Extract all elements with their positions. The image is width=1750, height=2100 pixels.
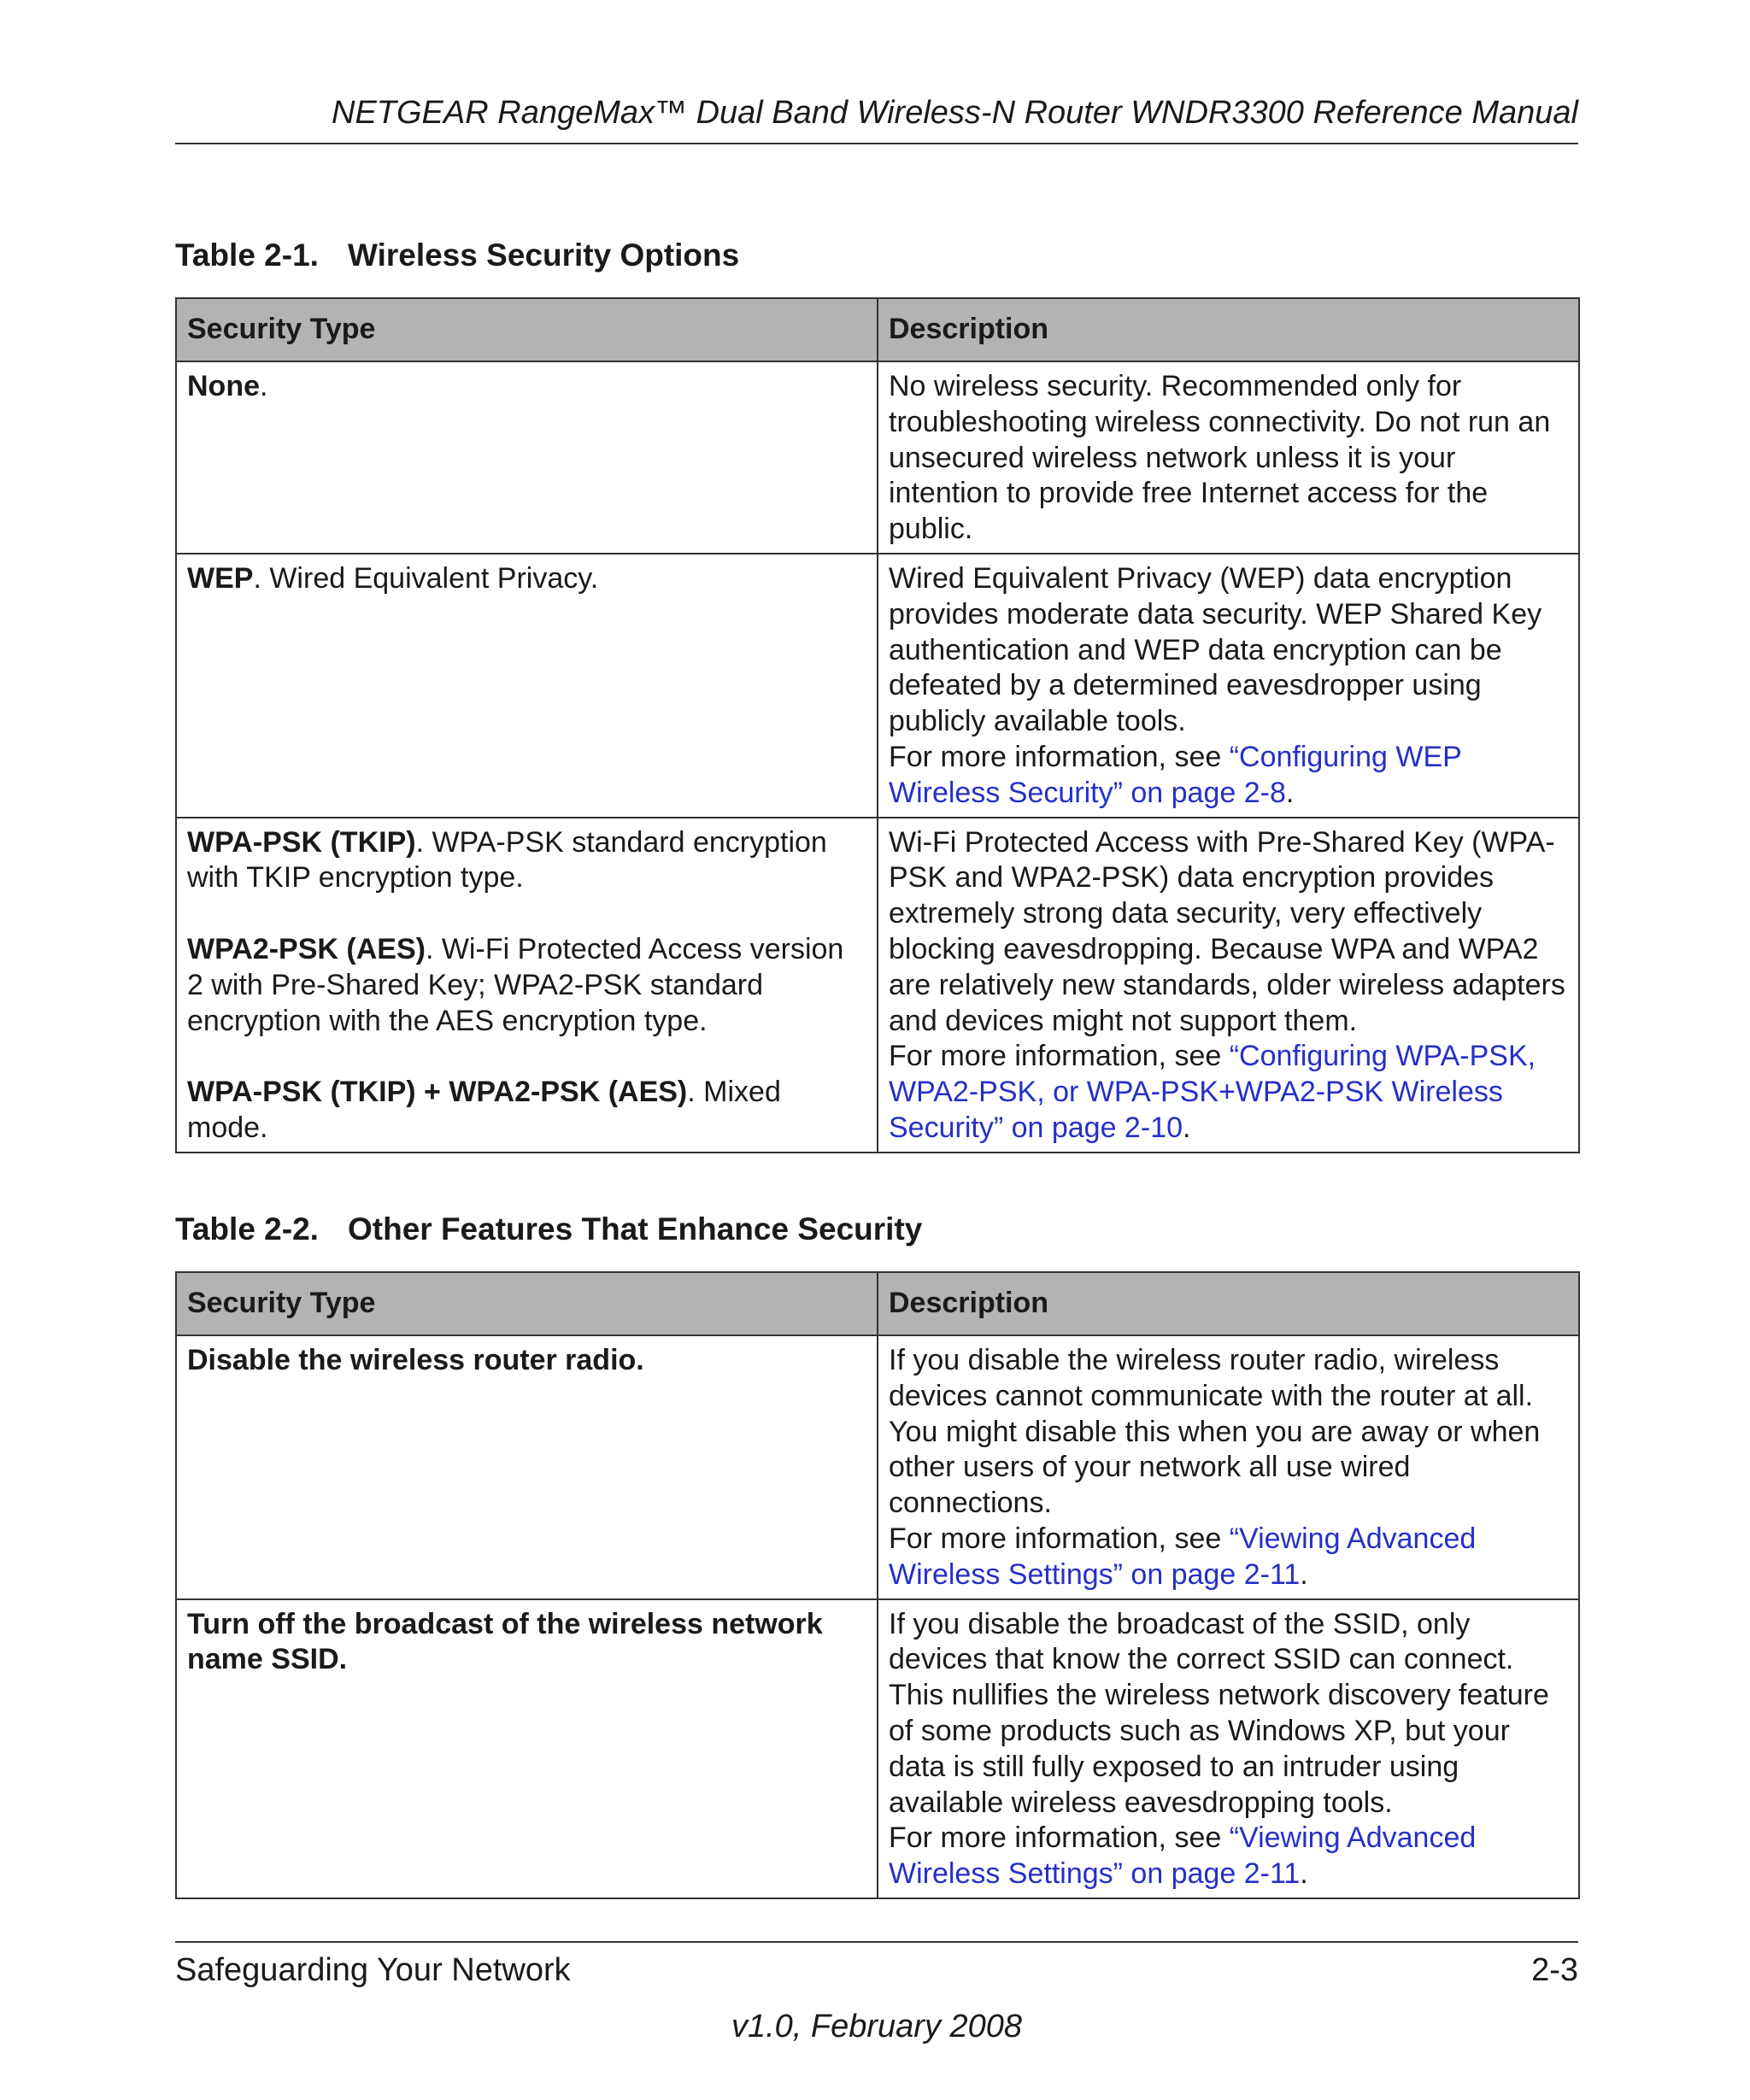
table-caption	[175, 1211, 922, 1248]
header-divider	[175, 143, 1578, 144]
security-type-cell	[176, 1599, 878, 1898]
more-info-suffix: .	[1300, 1557, 1308, 1591]
security-type-cell	[176, 554, 878, 818]
more-info-suffix: .	[1285, 776, 1295, 809]
table-number: Table 2-1.	[175, 238, 319, 273]
footer-divider	[175, 1941, 1578, 1943]
table-number: Table 2-2.	[175, 1211, 319, 1247]
more-info	[889, 1039, 1568, 1146]
description-text: Wired Equivalent Privacy (WEP) data encryption provides moderate data security. WEP Shared Key authentication and WEP data encryption can be defeated by a determined eavesdropper using publicly available tools.	[889, 561, 1542, 738]
security-type-cell	[176, 1335, 878, 1599]
security-type-name: WPA2-PSK (AES)	[187, 932, 426, 965]
table-row	[176, 1335, 1579, 1599]
security-type-name: WPA-PSK (TKIP)	[187, 825, 416, 859]
table-title: Other Features That Enhance Security	[348, 1211, 923, 1247]
table-row	[176, 361, 1579, 554]
more-info	[889, 1522, 1568, 1593]
cross-reference-link[interactable]: “Viewing Advanced Wireless Settings” on page 2-11	[889, 1522, 1477, 1591]
security-type-cell	[176, 361, 878, 554]
more-info-suffix: .	[1300, 1857, 1308, 1891]
security-type-note: . WPA-PSK standard encryption with TKIP encryption type.	[187, 825, 827, 895]
table-header-row	[176, 1272, 1579, 1335]
more-info-suffix: .	[1182, 1111, 1191, 1144]
security-type-name: None	[187, 370, 260, 402]
security-type-note: .	[260, 370, 268, 402]
security-type-name: Disable the wireless router radio.	[187, 1344, 644, 1376]
security-type-cell	[176, 818, 878, 1153]
spacer	[187, 1039, 866, 1075]
security-type-item	[187, 932, 866, 1039]
security-type-name: Turn off the broadcast of the wireless network name SSID.	[187, 1607, 823, 1676]
security-type-note: . Mixed mode.	[187, 1076, 781, 1144]
description-cell	[878, 1599, 1579, 1898]
spacer	[187, 896, 866, 932]
more-info-prefix: For more information, see	[889, 1821, 1230, 1855]
description-cell	[878, 818, 1579, 1153]
security-type-note: . Wired Equivalent Privacy.	[253, 561, 599, 595]
wireless-security-options-table	[175, 297, 1580, 1153]
security-type-name: WEP	[187, 561, 254, 595]
more-info	[889, 1821, 1568, 1892]
column-header-description: Description	[878, 298, 1579, 361]
description-text: Wi-Fi Protected Access with Pre-Shared Key (WPA-PSK and WPA2-PSK) data encryption provides extremely strong data security, very effectively blocking eavesdropping. Because WPA and WPA2 are relatively new standards, older wireless adapters and devices might not support them.	[889, 825, 1565, 1037]
page-number: 2-3	[1531, 1952, 1578, 1988]
description-text: If you disable the broadcast of the SSID, only devices that know the correct SSID can connect. This nullifies the wireless network discovery feature of some products such as Windows XP, but your data is still fully exposed to an intruder using available wireless eavesdropping tools.	[889, 1607, 1549, 1819]
security-type-note: . Wi-Fi Protected Access version 2 with Pre-Shared Key; WPA2-PSK standard encryption with the AES encryption type.	[187, 932, 844, 1037]
cross-reference-link[interactable]: “Viewing Advanced Wireless Settings” on page 2-11	[889, 1821, 1477, 1891]
description-cell	[878, 1335, 1579, 1599]
table-row	[176, 818, 1579, 1153]
table-row	[176, 554, 1579, 818]
document-version: v1.0, February 2008	[731, 2009, 1023, 2044]
description-cell	[878, 361, 1579, 554]
running-header: NETGEAR RangeMax™ Dual Band Wireless-N Router WNDR3300 Reference Manual	[332, 95, 1578, 131]
security-type-item	[187, 825, 866, 897]
cross-reference-link[interactable]: “Configuring WEP Wireless Security” on page 2-8	[889, 740, 1462, 809]
column-header-security-type: Security Type	[176, 1272, 878, 1335]
table-caption	[175, 237, 739, 274]
more-info	[889, 740, 1568, 812]
column-header-security-type: Security Type	[176, 298, 878, 361]
column-header-description: Description	[878, 1272, 1579, 1335]
more-info-prefix: For more information, see	[889, 1522, 1230, 1555]
description-text: No wireless security. Recommended only for troubleshooting wireless connectivity. Do not run an unsecured wireless network unless it is your intention to provide free Internet access for the public.	[889, 370, 1551, 546]
more-info-prefix: For more information, see	[889, 740, 1230, 773]
footer-section-title: Safeguarding Your Network	[175, 1952, 571, 1988]
security-type-name: WPA-PSK (TKIP) + WPA2-PSK (AES)	[187, 1076, 688, 1109]
description-cell	[878, 554, 1579, 818]
more-info-prefix: For more information, see	[889, 1040, 1230, 1073]
description-text: If you disable the wireless router radio, wireless devices cannot communicate with the router at all. You might disable this when you are away or when other users of your network all use wired connections.	[889, 1344, 1541, 1520]
table-header-row	[176, 298, 1579, 361]
table-title: Wireless Security Options	[348, 238, 740, 273]
other-security-features-table	[175, 1271, 1580, 1899]
table-row	[176, 1599, 1579, 1898]
security-type-item	[187, 1075, 866, 1147]
cross-reference-link[interactable]: “Configuring WPA-PSK, WPA2-PSK, or WPA-PSK+WPA2-PSK Wireless Security” on page 2-10	[889, 1040, 1536, 1144]
